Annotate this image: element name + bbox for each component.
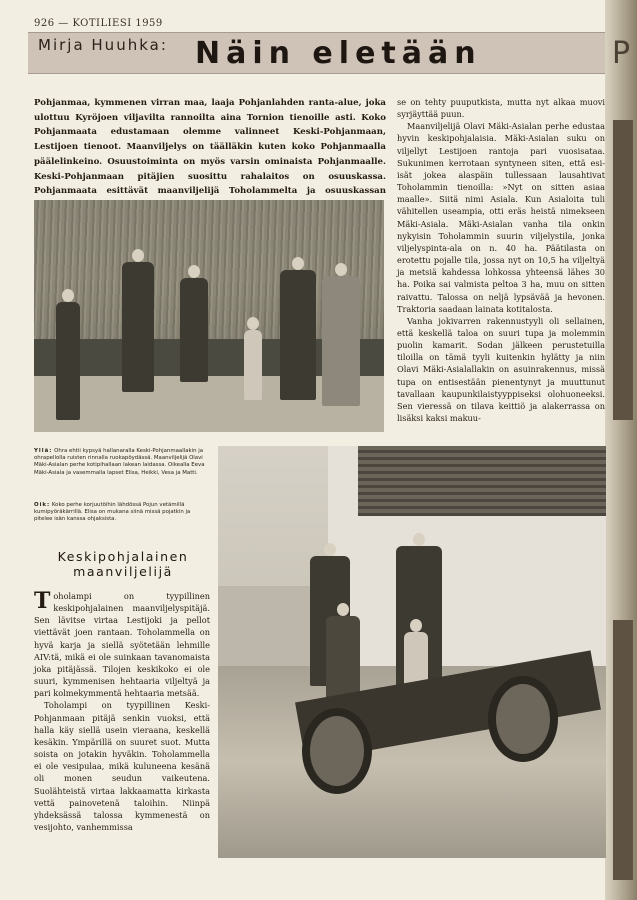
body-paragraph: Toholampi on tyypillinen Keski-Pohjanmaan pitäjä senkin vuoksi, että halla käy siellä usein vieraana, keskellä kesäkin. Ympärillä on suuret suot. Mutta soista on jotakin hyväkin. Toholammella ei ole vesipulaa, mikä kuluneena kesänä oli monen seudun vaikeutena. Suolähteistä virtaa lakkaamatta kirkasta vettä painovetenä taloihin. Niinpä yhdeksässä talossa kymmenestä on vesijohto, vanhemmissa bbox=[34, 700, 210, 832]
body-column-right bbox=[397, 96, 605, 424]
toddler-figure bbox=[244, 330, 262, 400]
section-heading-line: Keskipohjalainen bbox=[57, 549, 189, 564]
child-figure bbox=[180, 278, 208, 382]
page-folio: 926 — KOTILIESI 1959 bbox=[34, 18, 163, 29]
section-heading bbox=[34, 549, 212, 579]
scan-edge-next-page bbox=[605, 0, 637, 900]
body-paragraph: Vanha jokivarren rakennustyyli oli sellainen, että keskellä taloa on suuri tupa ja molemmin puolin kamarit. Sodan jälkeen perustetuilla tiloilla on tämä tyyli kuitenkin hylätty ja niin Olavi Mäki-Asialallakin on asuinrakennus, missä tupa on entisestään pienentynyt ja muuttunut tavallaan kaupunkilaistyyppiseksi olohuoneeksi. Sen vieressä on tilava keittiö ja alakerrassa on lisäksi kaksi makuu- bbox=[397, 315, 605, 424]
caption-text: Ohra ehtii kypsyä hallanaralla Keski-Pohjanmaallakin ja ohrapellolla ruisten rinnalla ruokapöydässä. Maanviljelijä Olavi Mäki-Asialan perhe kotipihallaan lakean laidassa. Oikealla Eeva Mäki-Asiala ja vasemmalla lapset Elisa, Heikki, Vesa ja Matti. bbox=[34, 448, 205, 476]
lead-paragraph: Pohjanmaa, kymmenen virran maa, laaja Pohjanlahden ranta-alue, joka ulottuu Kyröjoen viljavilta rannoilta aina Tornion tienoille asti. Koko Pohjanmaata edustamaan olemme valinneet Keski-Pohjanmaan, Lestijoen tienoot. Maanviljelys on täälläkin kuten koko Pohjanmaalla päälelinkeino. Osuustoiminta on myös varsin ominaista Pohjanmaalle. Keski-Pohjanmaan pitäjien suosittu rahalaitos on osuuskassa. Pohjanmaata esittävät maanviljelijä Toholammelta ja osuuskassan bbox=[34, 98, 386, 197]
father-figure bbox=[280, 270, 316, 400]
author-name: Mirja Huuhka: bbox=[38, 36, 168, 54]
child-figure bbox=[122, 262, 154, 392]
photo-caption-top bbox=[34, 448, 210, 477]
farm-cart-photo bbox=[218, 446, 606, 858]
farmhouse-roof bbox=[358, 446, 606, 516]
body-paragraph: se on tehty puuputkista, mutta nyt alkaa muovi syrjäyttää puun. bbox=[397, 97, 605, 120]
cart-wheel bbox=[488, 676, 558, 762]
cart-wheel bbox=[302, 708, 372, 794]
photo-caption-right bbox=[34, 502, 210, 524]
caption-text: Koko perhe korjuutöihin lähdössä Pojun vetämillä kumipyöräkärrillä. Elisa on mukana siinä missä pojatkin ja pitelee isän kanssa ohjaksista. bbox=[34, 502, 191, 523]
body-column-left bbox=[34, 590, 210, 833]
child-figure bbox=[56, 302, 80, 420]
next-page-title-letter: P bbox=[612, 36, 631, 71]
article-title: Näin eletään bbox=[195, 36, 482, 71]
section-heading-line: maanviljelijä bbox=[73, 564, 173, 579]
caption-label: Yllä: bbox=[34, 448, 53, 454]
body-paragraph: Maanviljelijä Olavi Mäki-Asialan perhe edustaa hyvin keskipohjalaisia. Mäki-Asialan suku on viljellyt Lestijoen rantoja pari vuosisataa. Sukunimen kerrotaan syntyneen siten, että esi-isät jokea alaspäin tullessaan lausahtivat Toholammin tienoilla: »Nyt on sitten asiaa maalle». Siitä nimi Asiala. Kun Asialoita tuli vähitellen useampia, otti eräs heistä nimekseen Mäki-Asiala. Mäki-Asialan vanha tila onkin nykyisin Toholammin suurin viljelystila, jonka viljelyspinta-ala on n. 40 ha. Päätilasta on erotettu pojalle tila, jossa nyt on 10,5 ha viljeltyä ja metsiä kahdessa lohkossa yhteensä lähes 30 ha. Poika sai valmista peltoa 3 ha, muu on sitten raivattu. Talossa on neljä lypsävää ja hevonen. Traktoria saadaan lainata kotitalosta. bbox=[397, 121, 605, 314]
next-page-photo-strip bbox=[613, 620, 633, 880]
mother-figure bbox=[322, 276, 360, 406]
family-field-photo bbox=[34, 200, 384, 432]
caption-label: Oik: bbox=[34, 502, 51, 508]
drop-cap: T bbox=[34, 588, 51, 614]
next-page-photo-strip bbox=[613, 120, 633, 420]
paragraph-text: oholampi on tyypillinen keskipohjalainen maanviljelyspitäjä. Sen lävitse virtaa Lestijoki ja pellot viettävät joen rantaan. Toholammella on hyvä karja ja siellä syötetään lehmille AIV:tä, mikä ei ole suinkaan tavanomaista joka pitäjässä. Tilojen keskikoko ei ole suuri, kymmenisen hehtaaria viljeltyä ja pari kolmekymmentä hehtaaria metsää. bbox=[34, 591, 210, 699]
body-paragraph bbox=[34, 590, 210, 699]
